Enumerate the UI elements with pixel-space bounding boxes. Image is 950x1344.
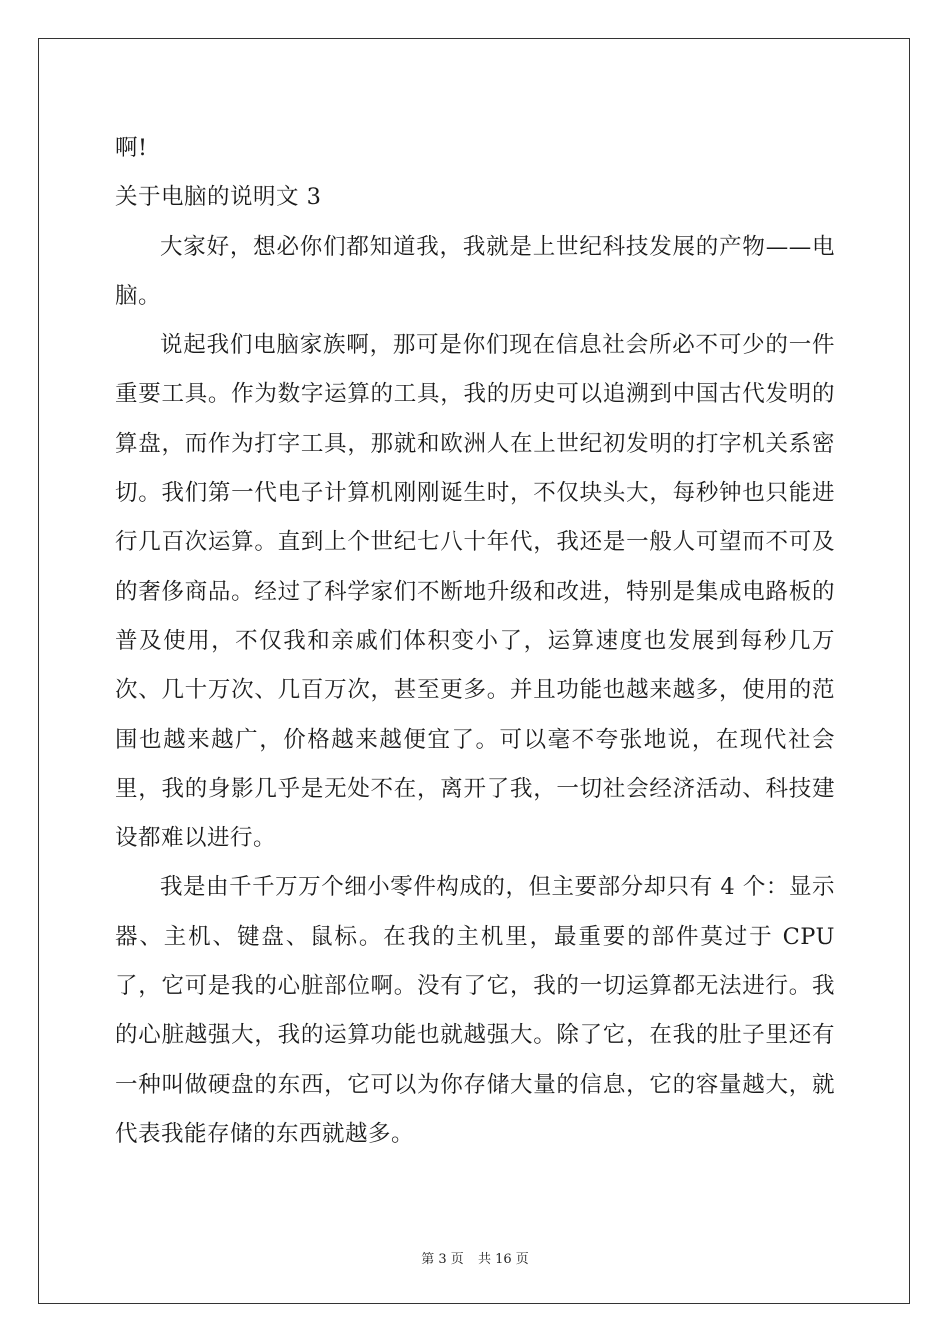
paragraph-3: 我是由千千万万个细小零件构成的，但主要部分却只有 4 个：显示器、主机、键盘、鼠标。在我的主机里，最重要的部件莫过于 CPU了，它可是我的心脏部位啊。没有了它，我的一切运算都无法进行。我的心脏越强大，我的运算功能也就越强大。除了它，在我的肚子里还有一种叫做硬盘的东西，它可以为你存储大量的信息，它的容量越大，就代表我能存储的东西就越多。	[115, 874, 835, 1147]
page-total: 共 16 页	[477, 1252, 529, 1267]
paragraph-2: 说起我们电脑家族啊，那可是你们现在信息社会所必不可少的一件重要工具。作为数字运算的工具，我的历史可以追溯到中国古代发明的算盘，而作为打字工具，那就和欧洲人在上世纪初发明的打字机关系密切。我们第一代电子计算机刚刚诞生时，不仅块头大，每秒钟也只能进行几百次运算。直到上个世纪七八十年代，我还是一般人可望而不可及的奢侈商品。经过了科学家们不断地升级和改进，特别是集成电路板的普及使用，不仅我和亲戚们体积变小了，运算速度也发展到每秒几万次、几十万次、几百万次，甚至更多。并且功能也越来越多，使用的范围也越来越广，价格越来越便宜了。可以毫不夸张地说，在现代社会里，我的身影几乎是无处不在，离开了我，一切社会经济活动、科技建设都难以进行。	[115, 332, 835, 852]
intro-end-line: 啊!	[115, 135, 148, 161]
paragraph-1: 大家好，想必你们都知道我，我就是上世纪科技发展的产物——电脑。	[115, 233, 835, 309]
section-title: 关于电脑的说明文 3	[115, 184, 322, 211]
document-body	[115, 124, 835, 1159]
page-number: 第 3 页	[421, 1252, 464, 1267]
page-footer	[0, 1248, 950, 1267]
